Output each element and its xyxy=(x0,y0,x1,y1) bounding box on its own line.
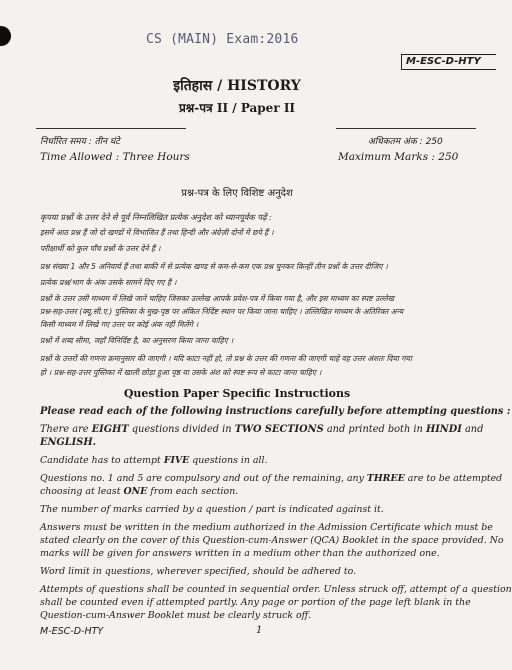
instruction-line-13: Question-cum-Answer Booklet must be clearly struck off. xyxy=(40,610,312,621)
instruction-line-1: There are EIGHT questions divided in TWO SECTIONS and printed both in HINDI and xyxy=(40,424,484,435)
hindi-instruction-line: प्रत्येक प्रश्न/भाग के अंक उसके सामने दिए गए हैं । xyxy=(40,278,177,287)
time-allowed: Time Allowed : Three Hours xyxy=(40,151,190,163)
english-intro: Please read each of the following instructions carefully before attempting questions : xyxy=(40,406,511,417)
subject-title: इतिहास / HISTORY xyxy=(173,78,301,94)
english-instructions-heading: Question Paper Specific Instructions xyxy=(123,387,351,400)
hindi-instructions-heading: प्रश्न-पत्र के लिए विशिष्ट अनुदेश xyxy=(181,188,293,199)
hindi-instruction-line: प्रश्नों के उत्तरों की गणना क्रमानुसार की जाएगी । यदि काटा नहीं हो, तो प्रश्न के उत्तर की गणना की जाएगी चाहे वह उत्तर अंशतः दिया गया xyxy=(40,354,412,363)
instruction-line-2: ENGLISH. xyxy=(40,437,97,448)
max-marks: Maximum Marks : 250 xyxy=(338,151,459,163)
footer-paper-code: M-ESC-D-HTY xyxy=(40,626,104,637)
paper-subtitle: प्रश्न-पत्र II / Paper II xyxy=(178,101,296,115)
punch-hole xyxy=(0,26,11,46)
paper-code-box: M-ESC-D-HTY xyxy=(401,54,496,70)
hindi-instruction-line: प्रश्न-सह-उत्तर (क्यू.सी.ए.) पुस्तिका के मुख-पृष्ठ पर अंकित निर्दिष्ट स्थान पर किया जाना चाहिए । उल्लिखित माध्यम के अतिरिक्त अन्य xyxy=(40,307,404,316)
instruction-line-12: shall be counted even if attempted partly. Any page or portion of the page left blank in the xyxy=(40,597,471,608)
instruction-line-10: Word limit in questions, wherever specified, should be adhered to. xyxy=(40,566,357,577)
instruction-line-8: stated clearly on the cover of this Question-cum-Answer (QCA) Booklet in the space provided. No xyxy=(40,535,504,546)
instruction-line-4: Questions no. 1 and 5 are compulsory and out of the remaining, any THREE are to be attempted xyxy=(40,473,503,484)
max-marks-hindi: अधिकतम अंक : 250 xyxy=(368,137,443,147)
instruction-line-5: choosing at least ONE from each section. xyxy=(40,486,239,497)
hindi-instruction-line: परीक्षार्थी को कुल पाँच प्रश्नों के उत्तर देने हैं । xyxy=(40,244,161,253)
hindi-instruction-line: प्रश्नों में शब्द सीमा, जहाँ विनिर्दिष्ट है, का अनुसरण किया जाना चाहिए । xyxy=(40,336,234,345)
instruction-line-11: Attempts of questions shall be counted in sequential order. Unless struck off, attempt of a question xyxy=(40,584,512,595)
hindi-instruction-line: कृपया प्रश्नों के उत्तर देने से पूर्व निम्नलिखित प्रत्येक अनुदेश को ध्यानपूर्वक पढ़ें : xyxy=(40,212,272,222)
time-allowed-hindi: निर्धारित समय : तीन घंटे xyxy=(40,137,120,147)
page-number: 1 xyxy=(256,625,263,636)
hindi-instruction-line: प्रश्नों के उत्तर उसी माध्यम में लिखे जाने चाहिए जिसका उल्लेख आपके प्रवेश-पत्र में किया गया है, और इस माध्यम का स्पष्ट उल्लेख xyxy=(40,294,394,303)
exam-stamp: CS (MAIN) Exam:2016 xyxy=(146,32,299,47)
instruction-line-6: The number of marks carried by a question / part is indicated against it. xyxy=(40,504,384,515)
hindi-instruction-line: किसी माध्यम में लिखे गए उत्तर पर कोई अंक नहीं मिलेंगे । xyxy=(40,320,199,329)
hindi-instruction-line: हो । प्रश्न-सह-उत्तर पुस्तिका में खाली छोड़ा हुआ पृष्ठ या उसके अंश को स्पष्ट रूप से काटा जाना चाहिए । xyxy=(40,368,322,377)
divider-right xyxy=(336,128,476,129)
instruction-line-7: Answers must be written in the medium authorized in the Admission Certificate which must be xyxy=(40,522,493,533)
divider-left xyxy=(36,128,186,129)
instruction-line-3: Candidate has to attempt FIVE questions in all. xyxy=(40,455,268,466)
hindi-instruction-line: इसमें आठ प्रश्न हैं जो दो खण्डों में विभाजित हैं तथा हिन्दी और अंग्रेज़ी दोनों में छपे हैं । xyxy=(40,228,274,237)
instruction-line-9: marks will be given for answers written in a medium other than the authorized one. xyxy=(40,548,440,559)
hindi-instruction-line: प्रश्न संख्या 1 और 5 अनिवार्य हैं तथा बाकी में से प्रत्येक खण्ड से कम-से-कम एक प्रश्न चुनकर किन्हीं तीन प्रश्नों के उत्तर दीजिए । xyxy=(40,262,388,271)
